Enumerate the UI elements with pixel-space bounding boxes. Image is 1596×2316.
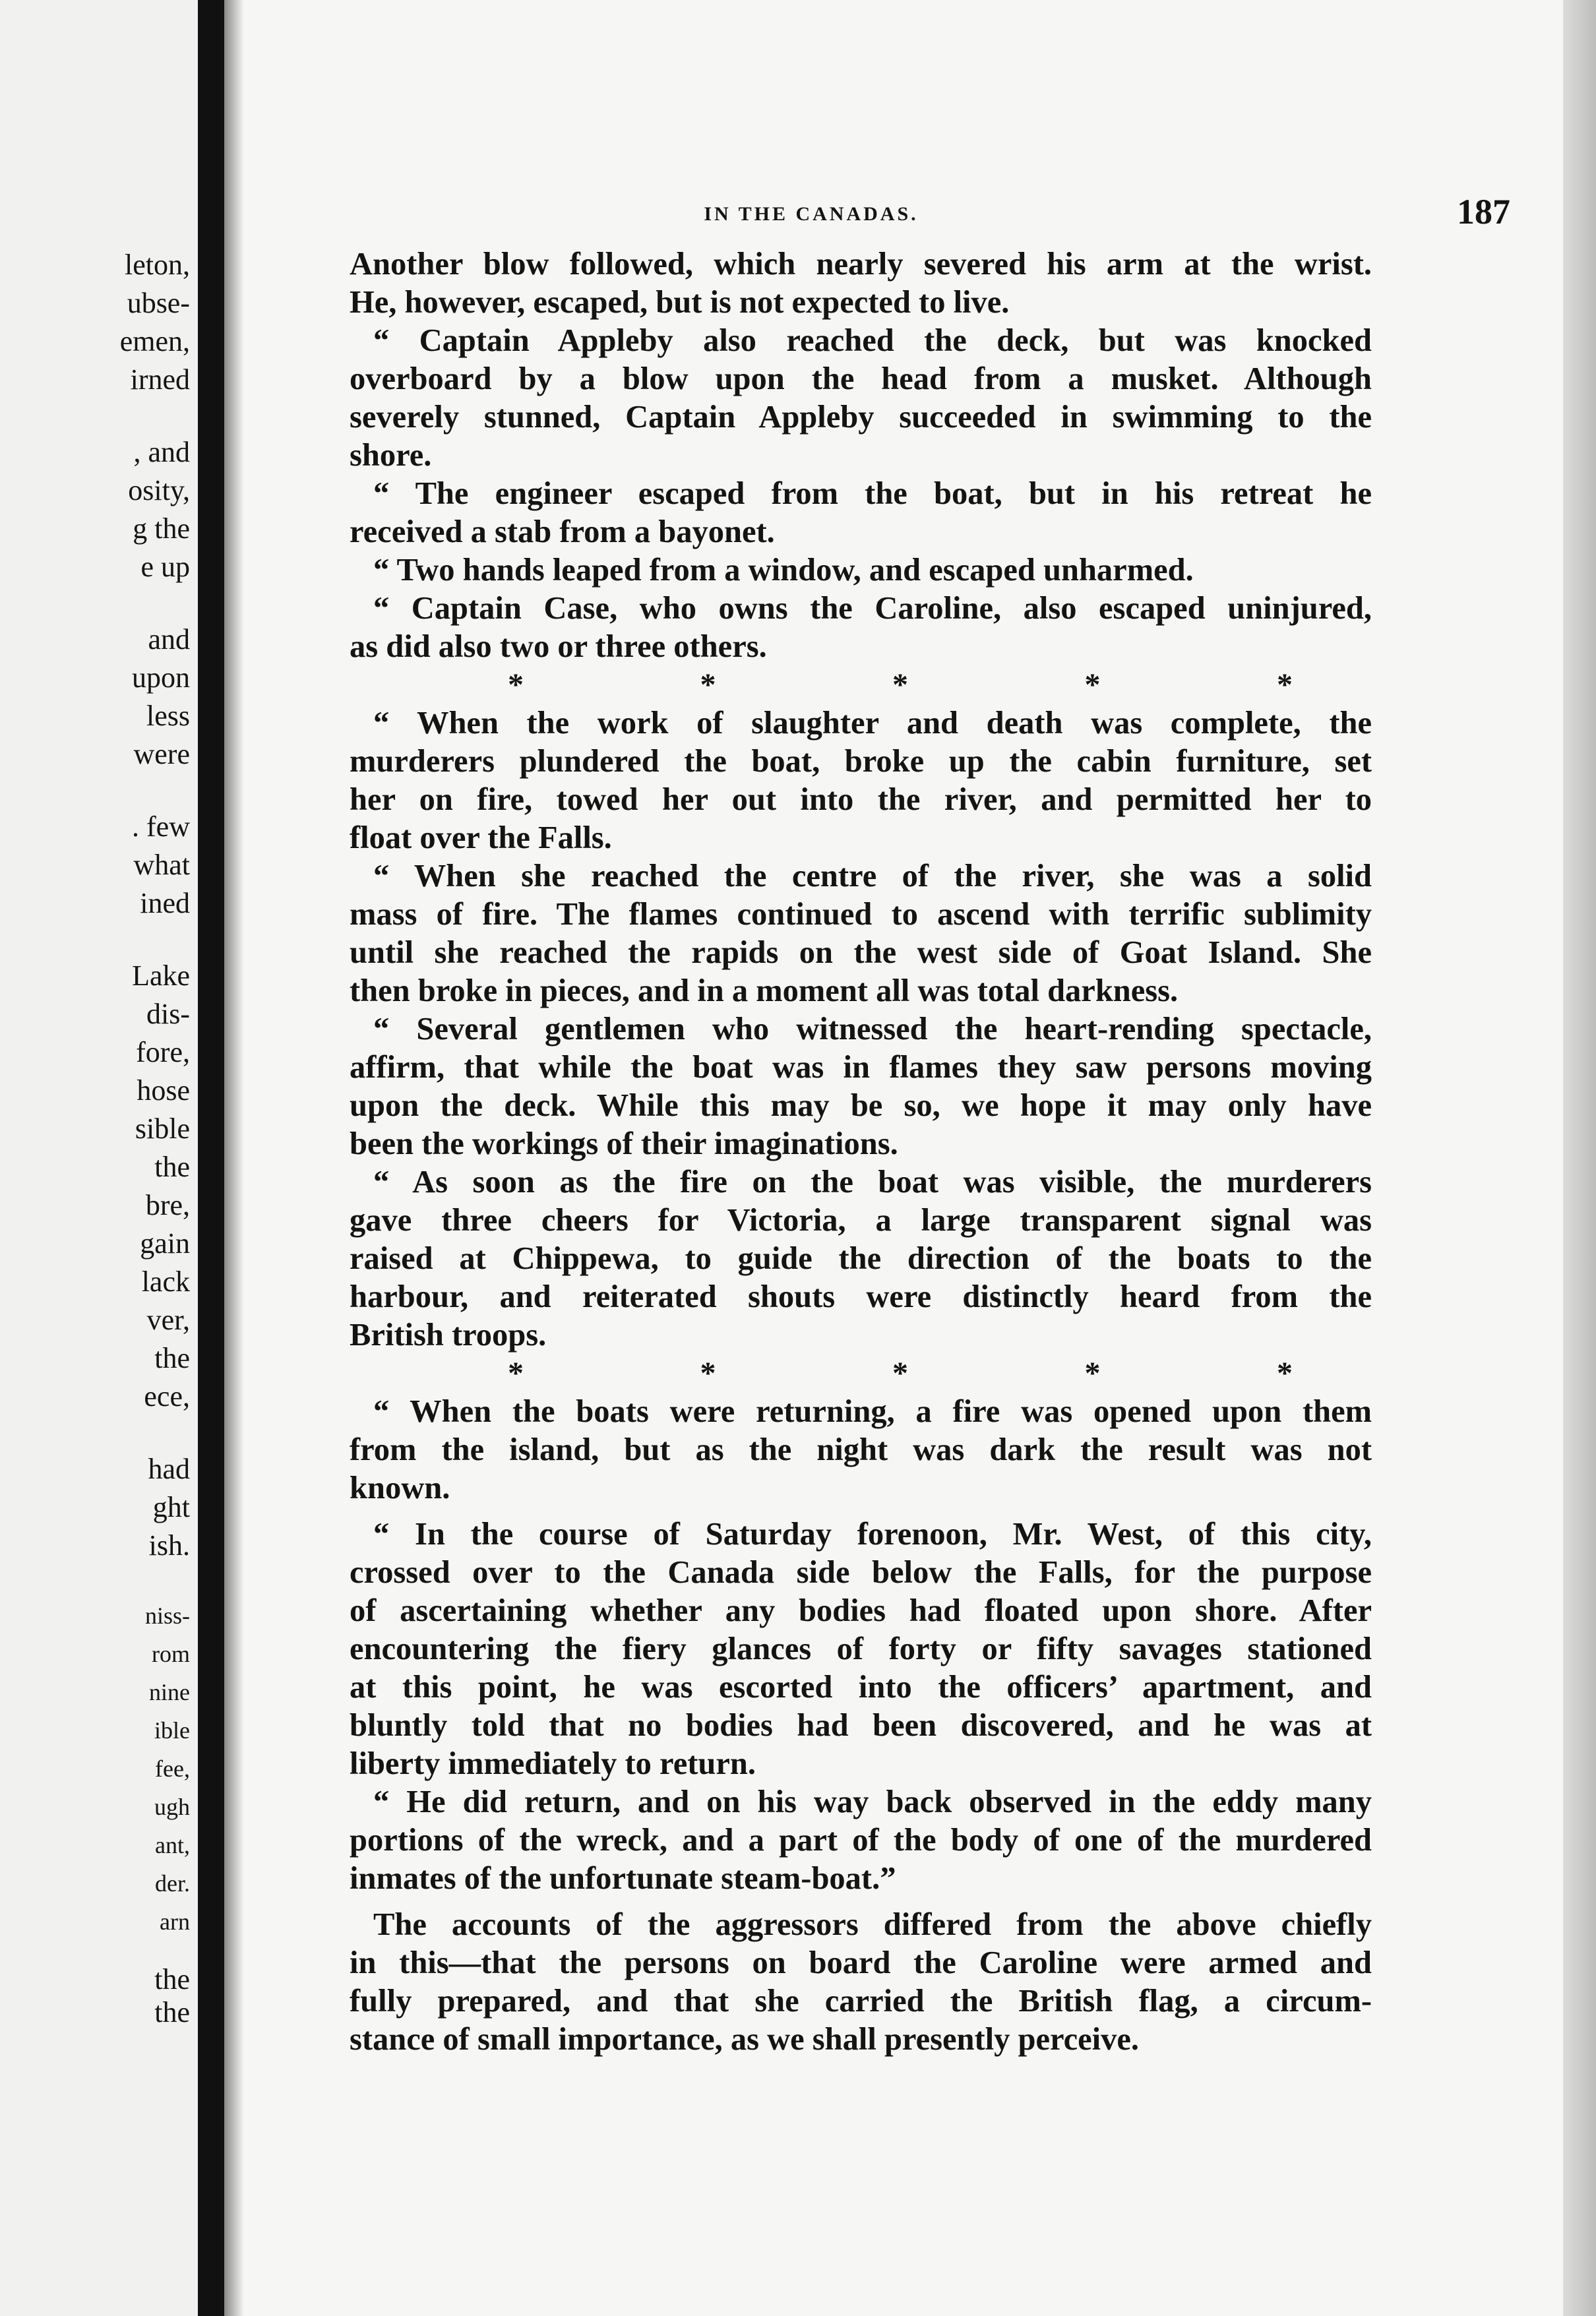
prev-page-fragment: and xyxy=(148,623,190,655)
text-line: her on fire, towed her out into the river, and permitted her to xyxy=(350,782,1372,817)
page-number: 187 xyxy=(1457,192,1510,231)
text-line: “ When the work of slaughter and death was complete, the xyxy=(373,706,1372,741)
running-head: IN THE CANADAS. xyxy=(704,203,919,225)
text-line: The accounts of the aggressors differed from the above chiefly xyxy=(373,1907,1372,1942)
prev-page-fragment: ubse- xyxy=(127,287,190,319)
prev-page-fragment: nine xyxy=(149,1679,190,1705)
prev-page-fragment: irned xyxy=(130,363,190,396)
prev-page-fragment: leton, xyxy=(125,249,190,281)
text-line: mass of fire. The flames continued to ascend with terrific sublimity xyxy=(350,897,1372,932)
text-line: then broke in pieces, and in a moment all was total darkness. xyxy=(350,973,1179,1008)
text-line: fully prepared, and that she carried the British flag, a circum- xyxy=(350,1984,1372,2019)
text-line: “ Two hands leaped from a window, and escaped unharmed. xyxy=(373,553,1194,588)
text-line: “ In the course of Saturday forenoon, Mr. West, of this city, xyxy=(373,1517,1372,1552)
prev-page-fragment: ined xyxy=(140,887,190,919)
prev-page-fragment: arn xyxy=(160,1908,190,1935)
asterisk: * xyxy=(508,1356,524,1391)
text-line: crossed over to the Canada side below the Falls, for the purpose xyxy=(350,1555,1372,1590)
prev-page-fragment: osity, xyxy=(128,474,190,506)
text-line: encountering the fiery glances of forty or fifty savages stationed xyxy=(350,1631,1372,1666)
text-line: “ As soon as the fire on the boat was visible, the murderers xyxy=(373,1165,1372,1200)
text-line: received a stab from a bayonet. xyxy=(350,514,775,549)
asterism-separator xyxy=(350,1355,1372,1393)
prev-page-fragment: dis- xyxy=(146,998,190,1030)
prev-page-fragment: . few xyxy=(132,810,190,843)
text-line: until she reached the rapids on the west side of Goat Island. She xyxy=(350,935,1372,970)
asterisk: * xyxy=(700,667,716,702)
text-line: bluntly told that no bodies had been discovered, and he was at xyxy=(350,1708,1372,1743)
prev-page-fragment: fee, xyxy=(155,1755,190,1782)
text-line: “ Captain Case, who owns the Caroline, also escaped uninjured, xyxy=(373,591,1372,626)
text-line: upon the deck. While this may be so, we hope it may only have xyxy=(350,1088,1372,1123)
previous-page-fragment xyxy=(0,0,198,2316)
text-line: British troops. xyxy=(350,1318,547,1353)
book-page xyxy=(244,0,1563,2316)
text-line: as did also two or three others. xyxy=(350,629,767,664)
prev-page-fragment: rom xyxy=(152,1641,190,1667)
prev-page-fragment: ece, xyxy=(144,1380,190,1413)
prev-page-fragment: ish. xyxy=(148,1529,190,1562)
text-line: float over the Falls. xyxy=(350,820,612,855)
prev-page-fragment: the xyxy=(154,1151,190,1183)
text-line: “ When she reached the centre of the river, she was a solid xyxy=(373,859,1372,894)
asterisk: * xyxy=(508,667,524,702)
text-line: in this—that the persons on board the Caroline were armed and xyxy=(350,1945,1372,1980)
text-line: murderers plundered the boat, broke up the cabin furniture, set xyxy=(350,744,1372,779)
text-line: shore. xyxy=(350,438,432,473)
text-line: severely stunned, Captain Appleby succeeded in swimming to the xyxy=(350,400,1372,435)
asterisk: * xyxy=(1084,1356,1101,1391)
binding-shadow xyxy=(224,0,244,2316)
prev-page-fragment: what xyxy=(133,849,190,881)
text-line: from the island, but as the night was dark the result was not xyxy=(350,1432,1372,1467)
asterisk: * xyxy=(1084,667,1101,702)
text-line: harbour, and reiterated shouts were distinctly heard from the xyxy=(350,1279,1372,1314)
prev-page-fragment: niss- xyxy=(144,1602,190,1629)
text-line: Another blow followed, which nearly severed his arm at the wrist. xyxy=(350,247,1372,282)
prev-page-fragment: ugh xyxy=(154,1794,190,1820)
body-text xyxy=(350,245,1372,2059)
prev-page-fragment: hose xyxy=(137,1074,190,1107)
text-line: inmates of the unfortunate steam-boat.” xyxy=(350,1861,896,1896)
text-line: stance of small importance, as we shall presently perceive. xyxy=(350,2022,1140,2057)
text-line: at this point, he was escorted into the officers’ apartment, and xyxy=(350,1670,1372,1705)
prev-page-fragment: had xyxy=(148,1453,190,1485)
asterism-separator xyxy=(350,666,1372,704)
prev-page-fragment: sible xyxy=(135,1112,190,1145)
asterisk: * xyxy=(892,1356,908,1391)
prev-page-fragment: g the xyxy=(133,512,190,545)
text-line: affirm, that while the boat was in flames they saw persons moving xyxy=(350,1050,1372,1085)
text-line: gave three cheers for Victoria, a large transparent signal was xyxy=(350,1203,1372,1238)
text-line: liberty immediately to return. xyxy=(350,1746,756,1781)
prev-page-fragment: upon xyxy=(132,661,190,694)
text-line: been the workings of their imaginations. xyxy=(350,1126,898,1161)
prev-page-fragment: emen, xyxy=(119,325,190,357)
prev-page-fragment: ght xyxy=(152,1491,190,1523)
prev-page-fragment: the xyxy=(154,1342,190,1374)
text-line: “ Several gentlemen who witnessed the heart-rending spectacle, xyxy=(373,1012,1372,1047)
prev-page-fragment: e up xyxy=(140,551,190,583)
book-binding xyxy=(198,0,224,2316)
text-line: portions of the wreck, and a part of the body of one of the murdered xyxy=(350,1823,1372,1858)
asterisk: * xyxy=(1277,1356,1293,1391)
page-header xyxy=(244,190,1510,243)
prev-page-fragment: fore, xyxy=(136,1036,190,1068)
prev-page-fragment: were xyxy=(133,738,190,770)
asterisk: * xyxy=(892,667,908,702)
text-line: known. xyxy=(350,1471,450,1506)
text-line: “ The engineer escaped from the boat, but in his retreat he xyxy=(373,476,1372,511)
text-line: raised at Chippewa, to guide the direction of the boats to the xyxy=(350,1241,1372,1276)
asterisk: * xyxy=(1277,667,1293,702)
text-line: “ When the boats were returning, a fire was opened upon them xyxy=(373,1394,1372,1429)
prev-page-fragment: bre, xyxy=(145,1189,190,1221)
prev-page-fragment: der. xyxy=(155,1870,190,1897)
prev-page-fragment: ible xyxy=(154,1717,190,1744)
page-right-edge xyxy=(1563,0,1596,2316)
prev-page-fragment: the xyxy=(154,1996,190,2028)
prev-page-fragment: ant, xyxy=(155,1832,190,1858)
prev-page-fragment: Lake xyxy=(132,960,190,992)
prev-page-fragment: gain xyxy=(140,1227,190,1260)
prev-page-fragment: less xyxy=(146,700,190,732)
prev-page-fragment: ver, xyxy=(146,1304,190,1336)
text-line: overboard by a blow upon the head from a musket. Although xyxy=(350,361,1372,396)
text-line: “ He did return, and on his way back observed in the eddy many xyxy=(373,1784,1372,1819)
prev-page-fragment: , and xyxy=(133,436,190,468)
prev-page-fragment: lack xyxy=(141,1265,190,1298)
text-line: “ Captain Appleby also reached the deck, but was knocked xyxy=(373,323,1372,358)
prev-page-fragment: the xyxy=(154,1963,190,1996)
asterisk: * xyxy=(700,1356,716,1391)
text-line: of ascertaining whether any bodies had floated upon shore. After xyxy=(350,1593,1372,1628)
text-line: He, however, escaped, but is not expected to live. xyxy=(350,285,1010,320)
